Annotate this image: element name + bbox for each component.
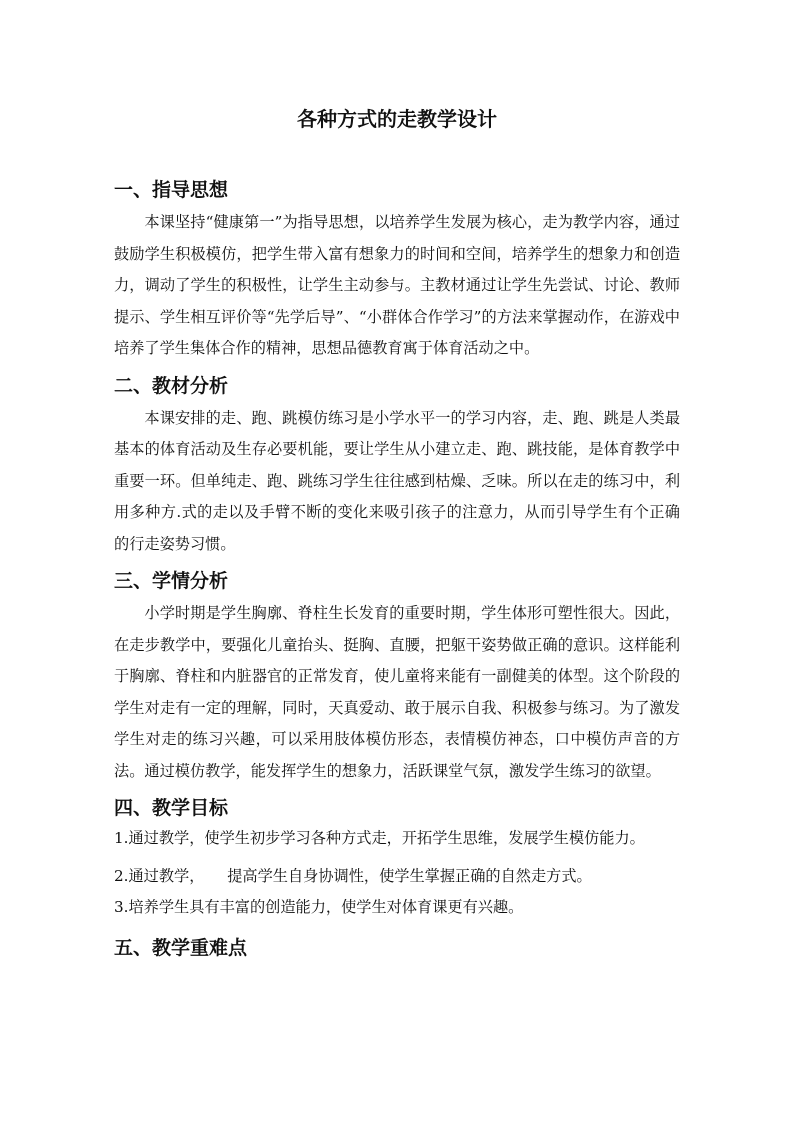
teaching-goals-list bbox=[114, 823, 680, 924]
section-heading-key-difficulties: 五、教学重难点 bbox=[114, 936, 248, 959]
section-paragraph-material-analysis: 本课安排的走、跑、跳模仿练习是小学水平一的学习内容，走、跑、跳是人类最基本的体育活动及生存必要机能，要让学生从小建立走、跑、跳技能，是体育教学中重要一环。但单纯走、跑、跳练习学生往往感到枯燥、乏味。所以在走的练习中，利用多种方.式的走以及手臂不断的变化来吸引孩子的注意力，从而引导学生有个正确的行走姿势习惯。 bbox=[114, 408, 680, 553]
section-paragraph-guiding-ideology: 本课坚持“健康第一”为指导思想，以培养学生发展为核心，走为教学内容，通过鼓励学生积极模仿，把学生带入富有想象力的时间和空间，培养学生的想象力和创造力，调动了学生的积极性，让学生主动参与。主教材通过让学生先尝试、讨论、教师提示、学生相互评价等“先学后导”、“小群体合作学习”的方法来掌握动作，在游戏中培养了学生集体合作的精神，思想品德教育寓于体育活动之中。 bbox=[114, 213, 680, 357]
section-paragraph-student-analysis: 小学时期是学生胸廓、脊柱生长发育的重要时期，学生体形可塑性很大。因此，在走步教学中，要强化儿童抬头、挺胸、直腰，把躯干姿势做正确的意识。这样能利于胸廓、脊柱和内脏器官的正常发育，使儿童将来能有一副健美的体型。这个阶段的学生对走有一定的理解，同时，天真爱动、敢于展示自我、积极参与练习。为了激发学生对走的练习兴趣，可以采用肢体模仿形态，表情模仿神态，口中模仿声音的方法。通过模仿教学，能发挥学生的想象力，活跃课堂气氛，激发学生练习的欲望。 bbox=[114, 604, 680, 780]
section-heading-material-analysis: 二、教材分析 bbox=[114, 374, 229, 397]
section-heading-student-analysis: 三、学情分析 bbox=[114, 570, 229, 592]
list-item: 1.通过教学，使学生初步学习各种方式走，开拓学生思维，发展学生模仿能力。 bbox=[114, 829, 645, 847]
section-heading-guiding-ideology: 一、指导思想 bbox=[114, 179, 229, 201]
section-heading-teaching-goals: 四、教学目标 bbox=[114, 797, 229, 819]
document-title: 各种方式的走教学设计 bbox=[297, 107, 497, 131]
list-item: 2.通过教学， 提高学生自身协调性，使学生掌握正确的自然走方式。 bbox=[114, 866, 592, 885]
list-item: 3.培养学生具有丰富的创造能力，使学生对体育课更有兴趣。 bbox=[114, 898, 524, 916]
